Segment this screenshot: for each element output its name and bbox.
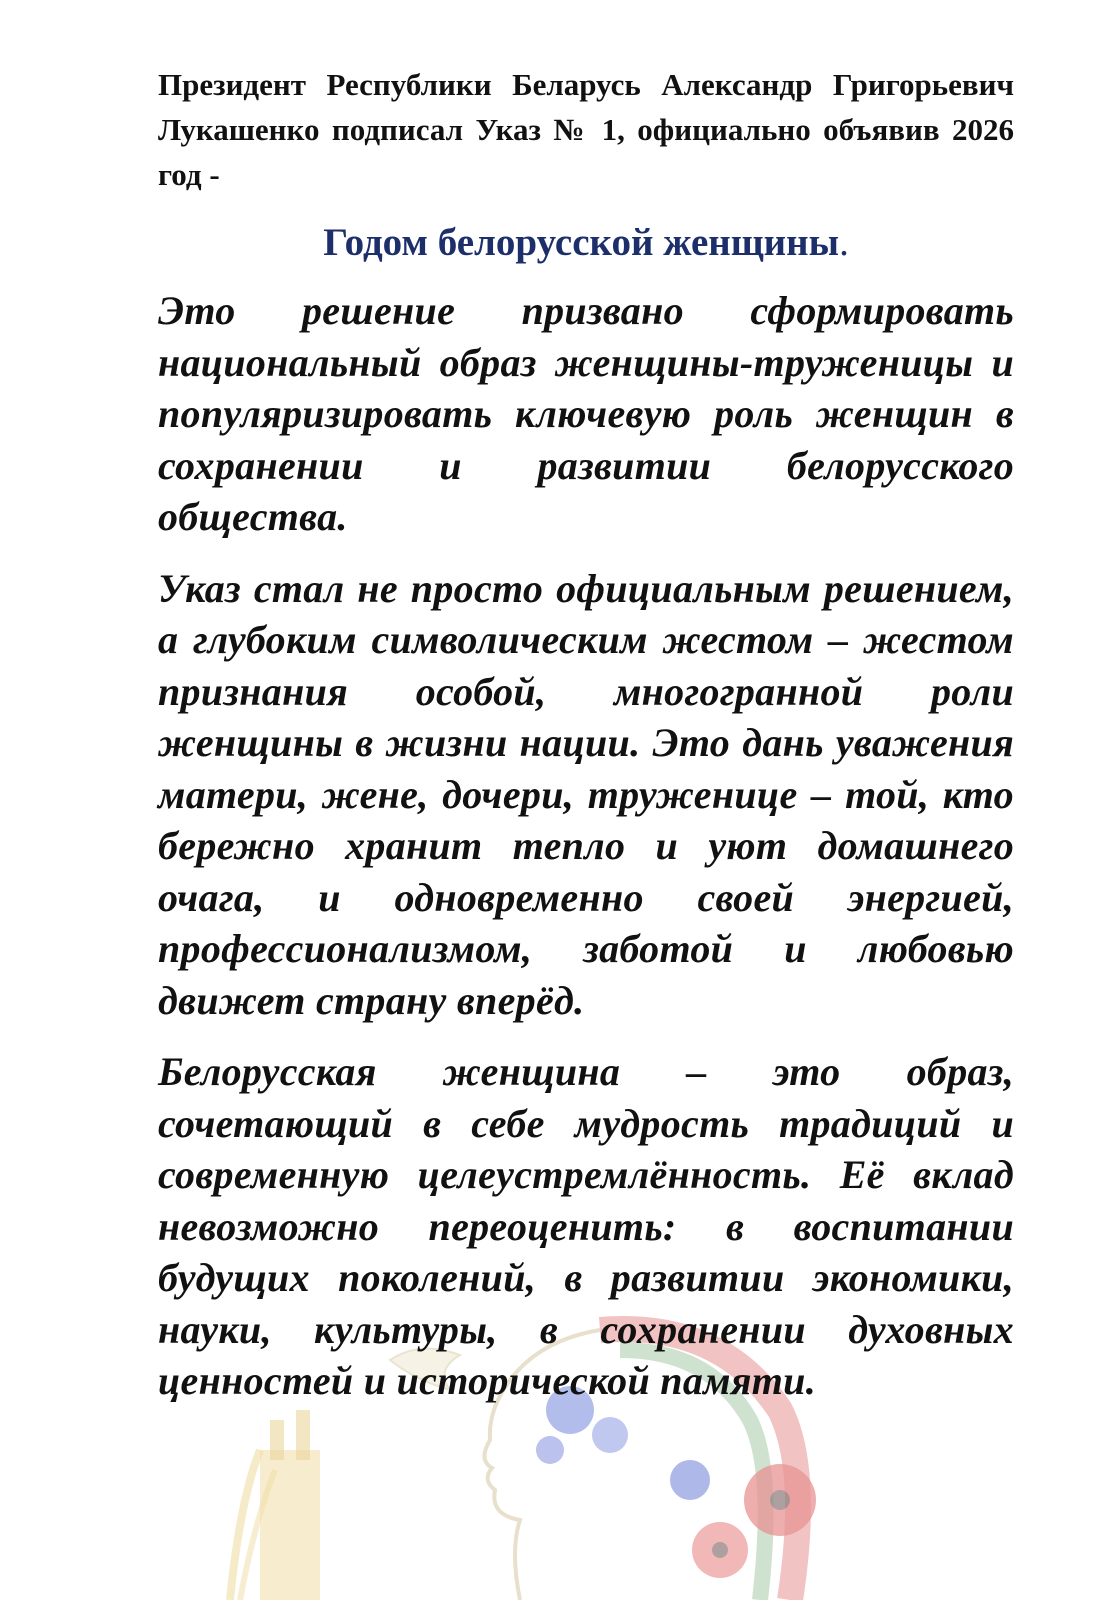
document-content: [158, 62, 1014, 1427]
paragraph-decision: Это решение призвано сформировать национальный образ женщины-труженицы и популяризировать ключевую роль женщин в сохранении и развитии белорусского общества.: [158, 288, 1014, 539]
title-text: Годом белорусской женщины: [323, 221, 840, 264]
wheat-castle-graphic: [230, 1410, 320, 1600]
paragraph-belarusian-woman: Белорусская женщина – это образ, сочетающий в себе мудрость традиций и современную целеустремлённость. Её вклад невозможно переоценить: в воспитании будущих поколений, в развитии экономики, науки, культуры, в сохранении духовных ценностей и исторической памяти.: [158, 1049, 1014, 1403]
intro-text: Президент Республики Беларусь Александр Григорьевич Лукашенко подписал Указ № 1, официально объявив 2026 год -: [158, 67, 1014, 192]
paragraph-decree: Указ стал не просто официальным решением, а глубоким символическим жестом – жестом признания особой, многогранной роли женщины в жизни нации. Это дань уважения матери, жене, дочери, труженице – той, кто бережно хранит тепло и уют домашнего очага, и одновременно своей энергией, профессионализмом, заботой и любовью движет страну вперёд.: [158, 565, 1014, 1023]
title-punctuation: .: [839, 221, 849, 264]
page-title: [158, 217, 1014, 269]
